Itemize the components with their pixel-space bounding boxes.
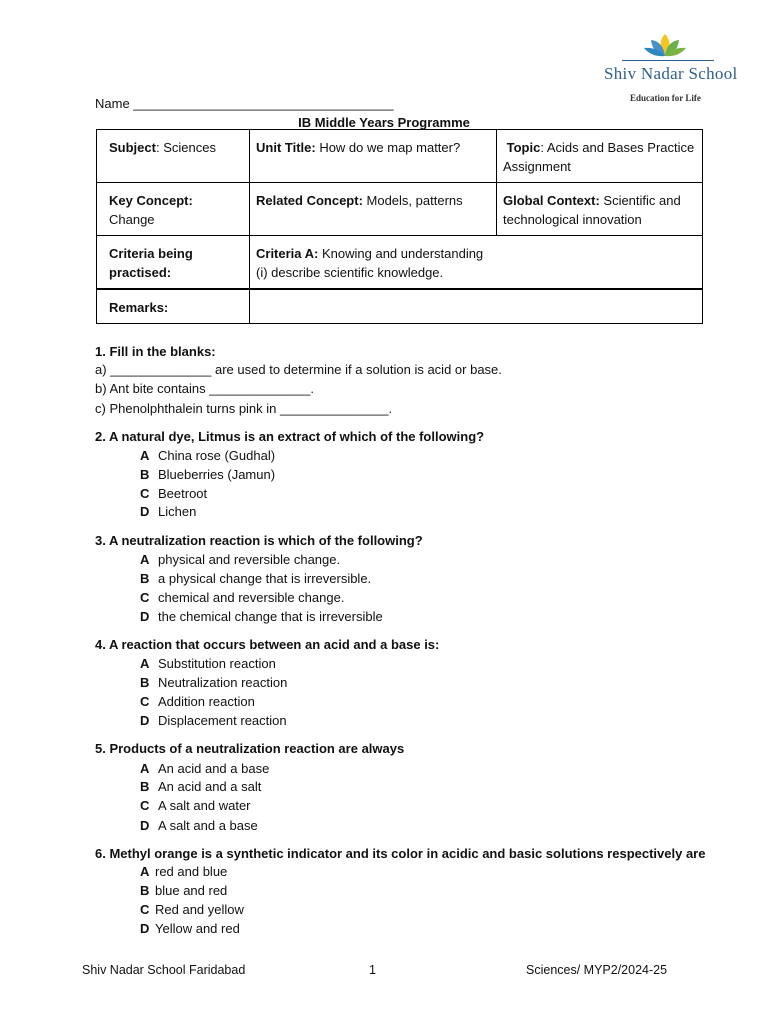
question-2-option-b[interactable]: [140, 465, 275, 484]
question-2-option-d[interactable]: [140, 502, 196, 521]
question-2-option-a[interactable]: [140, 446, 275, 465]
option-letter: A: [140, 448, 150, 463]
option-text: Displacement reaction: [158, 713, 287, 728]
programme-title: IB Middle Years Programme: [298, 115, 470, 130]
option-text: Beetroot: [158, 486, 208, 501]
option-text: China rose (Gudhal): [158, 448, 276, 463]
option-text: Lichen: [158, 504, 197, 519]
option-letter: D: [140, 609, 150, 624]
option-letter: B: [140, 467, 150, 482]
key-concept-value: Change: [109, 212, 155, 227]
option-text: chemical and reversible change.: [158, 590, 345, 605]
option-text: red and blue: [155, 864, 228, 879]
option-text: A salt and a base: [158, 818, 258, 833]
remarks-cell: [97, 289, 250, 324]
criteria-a-value: Knowing and understanding: [318, 246, 484, 261]
assignment-info-table: [96, 129, 703, 324]
question-5-option-b[interactable]: [140, 777, 261, 796]
name-field[interactable]: Name ____________________________________: [95, 96, 394, 111]
question-5-option-d[interactable]: [140, 816, 258, 835]
question-1-blank-a[interactable]: a) ______________ are used to determine if a solution is acid or base.: [95, 362, 502, 377]
option-letter: D: [140, 504, 150, 519]
option-letter: D: [140, 713, 150, 728]
global-context-label: Global Context:: [503, 193, 600, 208]
question-3-option-a[interactable]: [140, 550, 340, 569]
unit-title-label: Unit Title:: [256, 140, 316, 155]
logo-name: Shiv Nadar School: [604, 64, 738, 83]
question-4-option-b[interactable]: [140, 673, 287, 692]
option-text: physical and reversible change.: [158, 552, 341, 567]
option-letter: C: [140, 798, 150, 813]
topic-cell: [497, 130, 703, 183]
question-5-option-a[interactable]: [140, 759, 269, 778]
logo-tagline: Education for Life: [630, 93, 701, 103]
logo-rule: [622, 60, 714, 61]
option-text: Red and yellow: [155, 902, 244, 917]
question-3-option-c[interactable]: [140, 588, 344, 607]
question-6-option-a[interactable]: [140, 862, 227, 881]
option-letter: A: [140, 761, 150, 776]
option-letter: B: [140, 779, 150, 794]
option-letter: C: [140, 902, 150, 917]
global-context-cell: [497, 183, 703, 236]
criteria-cell: [97, 236, 250, 290]
related-concept-value: Models, patterns: [362, 193, 463, 208]
option-text: A salt and water: [158, 798, 251, 813]
question-3-title: 3. A neutralization reaction is which of the following?: [95, 533, 423, 548]
option-letter: B: [140, 675, 150, 690]
question-2-option-c[interactable]: [140, 484, 207, 503]
option-letter: D: [140, 921, 150, 936]
option-letter: B: [140, 571, 150, 586]
criteria-a-detail: (i) describe scientific knowledge.: [256, 265, 444, 280]
question-3-option-b[interactable]: [140, 569, 371, 588]
subject-cell: [97, 130, 250, 183]
option-letter: B: [140, 883, 150, 898]
school-logo-icon: [640, 30, 690, 62]
footer-school: Shiv Nadar School Faridabad: [82, 963, 246, 977]
subject-value: : Sciences: [155, 140, 216, 155]
question-3-option-d[interactable]: [140, 607, 383, 626]
remarks-value-cell[interactable]: [250, 289, 703, 324]
question-1-title: 1. Fill in the blanks:: [95, 344, 216, 359]
criteria-a-cell: [250, 236, 703, 290]
question-4-option-d[interactable]: [140, 711, 287, 730]
option-text: Substitution reaction: [158, 656, 276, 671]
question-6-option-b[interactable]: [140, 881, 227, 900]
option-letter: D: [140, 818, 150, 833]
question-1-blank-c[interactable]: c) Phenolphthalein turns pink in _______________.: [95, 401, 393, 416]
topic-label: Topic: [506, 140, 541, 155]
option-text: An acid and a salt: [158, 779, 262, 794]
option-text: Yellow and red: [155, 921, 240, 936]
criteria-label: Criteria being practised:: [109, 246, 193, 280]
question-4-title: 4. A reaction that occurs between an acid and a base is:: [95, 637, 440, 652]
related-concept-label: Related Concept:: [256, 193, 363, 208]
remarks-label: Remarks:: [109, 300, 169, 315]
global-context-value: Scientific and technological innovation: [503, 193, 681, 227]
footer-course-code: Sciences/ MYP2/2024-25: [526, 963, 668, 977]
related-concept-cell: [250, 183, 497, 236]
option-text: Addition reaction: [158, 694, 255, 709]
question-2-title: 2. A natural dye, Litmus is an extract of which of the following?: [95, 429, 485, 444]
key-concept-cell: [97, 183, 250, 236]
question-5-title: 5. Products of a neutralization reaction are always: [95, 741, 405, 756]
question-1-blank-b[interactable]: b) Ant bite contains ______________.: [95, 381, 315, 396]
footer-page-number: 1: [369, 963, 376, 977]
option-text: blue and red: [155, 883, 228, 898]
option-letter: C: [140, 486, 150, 501]
key-concept-label: Key Concept:: [109, 193, 193, 208]
unit-title-cell: [250, 130, 497, 183]
option-text: Blueberries (Jamun): [158, 467, 276, 482]
option-text: Neutralization reaction: [158, 675, 288, 690]
option-letter: C: [140, 694, 150, 709]
subject-label: Subject: [109, 140, 156, 155]
criteria-a-label: Criteria A:: [256, 246, 319, 261]
option-text: the chemical change that is irreversible: [158, 609, 383, 624]
option-letter: A: [140, 656, 150, 671]
question-6-option-d[interactable]: [140, 919, 240, 938]
topic-value: : Acids and Bases Practice Assignment: [503, 140, 695, 174]
option-letter: A: [140, 552, 150, 567]
question-4-option-a[interactable]: [140, 654, 276, 673]
option-letter: C: [140, 590, 150, 605]
option-text: An acid and a base: [158, 761, 270, 776]
option-text: a physical change that is irreversible.: [158, 571, 372, 586]
unit-title-value: How do we map matter?: [315, 140, 461, 155]
question-4-option-c[interactable]: [140, 692, 255, 711]
question-6-title: 6. Methyl orange is a synthetic indicator and its color in acidic and basic solutions respectively are: [95, 846, 706, 861]
option-letter: A: [140, 864, 150, 879]
question-6-option-c[interactable]: [140, 900, 244, 919]
question-5-option-c[interactable]: [140, 796, 251, 815]
